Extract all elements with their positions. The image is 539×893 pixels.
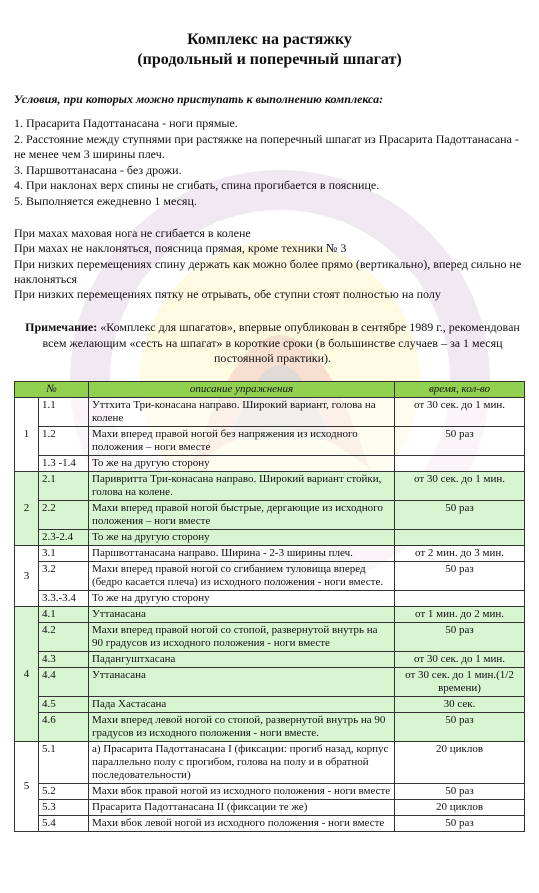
exercise-id: 2.1 xyxy=(39,472,89,501)
page-title: Комплекс на растяжку xyxy=(187,31,352,48)
exercise-id: 5.4 xyxy=(39,816,89,832)
note-item: При низких перемещениях спину держать как можно более прямо (вертикально), вперед сильно не наклоняться xyxy=(14,256,522,286)
condition-item: 4. При наклонах верх спины не сгибать, спина прогибается в пояснице. xyxy=(14,178,380,192)
exercise-description: Пада Хастасана xyxy=(89,697,395,713)
exercise-description: То же на другую сторону xyxy=(89,530,395,546)
header-number: № xyxy=(15,382,89,398)
exercise-time xyxy=(395,456,525,472)
table-row xyxy=(15,398,525,427)
exercise-description: а) Прасарита Падоттанасана I (фиксации: прогиб назад, корпус параллельно полу с прогибом, голова на полу и в обратной последовательности) xyxy=(89,742,395,784)
exercise-description: То же на другую сторону xyxy=(89,591,395,607)
exercise-time: 20 циклов xyxy=(395,800,525,816)
table-row xyxy=(15,784,525,800)
exercise-id: 5.2 xyxy=(39,784,89,800)
table-row xyxy=(15,652,525,668)
exercise-id: 3.1 xyxy=(39,546,89,562)
exercise-id: 4.4 xyxy=(39,668,89,697)
exercise-id: 3.2 xyxy=(39,562,89,591)
note-item: При махах не наклоняться, поясница прямая, кроме техники № 3 xyxy=(14,241,347,256)
group-number: 5 xyxy=(15,742,39,832)
remark-label: Примечание: xyxy=(25,320,98,334)
exercise-description: Уттхита Три-конасана направо. Широкий вариант, голова на колене xyxy=(89,398,395,427)
exercise-description: Махи вперед левой ногой со стопой, развернутой внутрь на 90 градусов из исходного положения - ноги вместе. xyxy=(89,713,395,742)
exercise-description: Махи вперед правой ногой быстрые, дергающие из исходного положения – ноги вместе xyxy=(89,501,395,530)
note-item: При низких перемещениях пятку не отрывать, обе ступни стоят полностью на полу xyxy=(14,287,441,302)
exercise-table xyxy=(14,381,525,832)
table-row xyxy=(15,800,525,816)
note-item: При махах маховая нога не сгибается в колене xyxy=(14,226,251,240)
conditions-heading: Условия, при которых можно приступать к выполнению комплекса: xyxy=(14,92,384,106)
exercise-id: 4.2 xyxy=(39,623,89,652)
table-row xyxy=(15,530,525,546)
exercise-id: 1.2 xyxy=(39,427,89,456)
exercise-time: от 30 сек. до 1 мин.(1/2 времени) xyxy=(395,668,525,697)
group-number: 4 xyxy=(15,607,39,742)
table-row xyxy=(15,427,525,456)
table-row xyxy=(15,546,525,562)
exercise-description: Махи вперед правой ногой со стопой, развернутой внутрь на 90 градусов из исходного положения - ноги вместе xyxy=(89,623,395,652)
exercise-time: 50 раз xyxy=(395,784,525,800)
table-row xyxy=(15,713,525,742)
exercise-id: 4.6 xyxy=(39,713,89,742)
exercise-description: Махи вперед правой ногой без напряжения из исходного положения – ноги вместе xyxy=(89,427,395,456)
exercise-time: от 30 сек. до 1 мин. xyxy=(395,652,525,668)
group-number: 2 xyxy=(15,472,39,546)
table-row xyxy=(15,591,525,607)
exercise-time: от 2 мин. до 3 мин. xyxy=(395,546,525,562)
header-description: описание упражнения xyxy=(89,382,395,398)
exercise-time: от 30 сек. до 1 мин. xyxy=(395,472,525,501)
exercise-time: 20 циклов xyxy=(395,742,525,784)
table-row xyxy=(15,816,525,832)
exercise-description: Уттанасана xyxy=(89,607,395,623)
exercise-id: 4.3 xyxy=(39,652,89,668)
exercise-id: 4.5 xyxy=(39,697,89,713)
table-row xyxy=(15,562,525,591)
exercise-id: 1.3 -1.4 xyxy=(39,456,89,472)
remark-text: «Комплекс для шпагатов», впервые опубликован в сентябре 1989 г., рекомендован всем желающим «сесть на шпагат» в короткие сроки (в большинстве случаев – за 1 месяц постоянной практики). xyxy=(42,320,520,365)
header-time: время, кол-во xyxy=(395,382,525,398)
exercise-time: 30 сек. xyxy=(395,697,525,713)
table-row xyxy=(15,607,525,623)
condition-item: 2. Расстояние между ступнями при растяжке на поперечный шпагат из Прасарита Падоттанасана - не менее чем 3 ширины плеч. xyxy=(14,131,519,161)
exercise-time: от 1 мин. до 2 мин. xyxy=(395,607,525,623)
group-number: 3 xyxy=(15,546,39,607)
exercise-description: Падангуштхасана xyxy=(89,652,395,668)
exercise-id: 4.1 xyxy=(39,607,89,623)
exercise-description: Уттанасана xyxy=(89,668,395,697)
exercise-description: То же на другую сторону xyxy=(89,456,395,472)
conditions-list xyxy=(14,116,529,209)
technique-notes xyxy=(14,226,529,302)
exercise-id: 2.3-2.4 xyxy=(39,530,89,546)
exercise-time: 50 раз xyxy=(395,427,525,456)
exercise-description: Паривритта Три-конасана направо. Широкий вариант стойки, голова на колене. xyxy=(89,472,395,501)
page-subtitle: (продольный и поперечный шпагат) xyxy=(137,51,402,68)
exercise-time: 50 раз xyxy=(395,501,525,530)
exercise-id: 2.2 xyxy=(39,501,89,530)
table-header-row xyxy=(15,382,525,398)
exercise-description: Прасарита Падоттанасана II (фиксации те же) xyxy=(89,800,395,816)
exercise-time: 50 раз xyxy=(395,816,525,832)
exercise-description: Махи вперед правой ногой со сгибанием туловища вперед (бедро касается плеча) из исходного положения - ноги вместе. xyxy=(89,562,395,591)
exercise-id: 1.1 xyxy=(39,398,89,427)
exercise-time xyxy=(395,591,525,607)
exercise-description: Махи вбок левой ногой из исходного положения - ноги вместе xyxy=(89,816,395,832)
exercise-description: Паршвоттанасана направо. Ширина - 2-3 ширины плеч. xyxy=(89,546,395,562)
table-row xyxy=(15,697,525,713)
exercise-time: 50 раз xyxy=(395,562,525,591)
exercise-id: 5.3 xyxy=(39,800,89,816)
table-row xyxy=(15,472,525,501)
condition-item: 3. Паршвоттанасана - без дрожи. xyxy=(14,162,182,177)
exercise-time: от 30 сек. до 1 мин. xyxy=(395,398,525,427)
table-row xyxy=(15,501,525,530)
exercise-time: 50 раз xyxy=(395,713,525,742)
table-row xyxy=(15,668,525,697)
exercise-id: 5.1 xyxy=(39,742,89,784)
remark xyxy=(20,320,525,367)
table-row xyxy=(15,456,525,472)
condition-item: 1. Прасарита Падоттанасана - ноги прямые. xyxy=(14,116,238,130)
exercise-description: Махи вбок правой ногой из исходного положения - ноги вместе xyxy=(89,784,395,800)
condition-item: 5. Выполняется ежедневно 1 месяц. xyxy=(14,193,197,208)
exercise-id: 3.3.-3.4 xyxy=(39,591,89,607)
exercise-time: 50 раз xyxy=(395,623,525,652)
exercise-time xyxy=(395,530,525,546)
group-number: 1 xyxy=(15,398,39,472)
table-row xyxy=(15,742,525,784)
table-row xyxy=(15,623,525,652)
